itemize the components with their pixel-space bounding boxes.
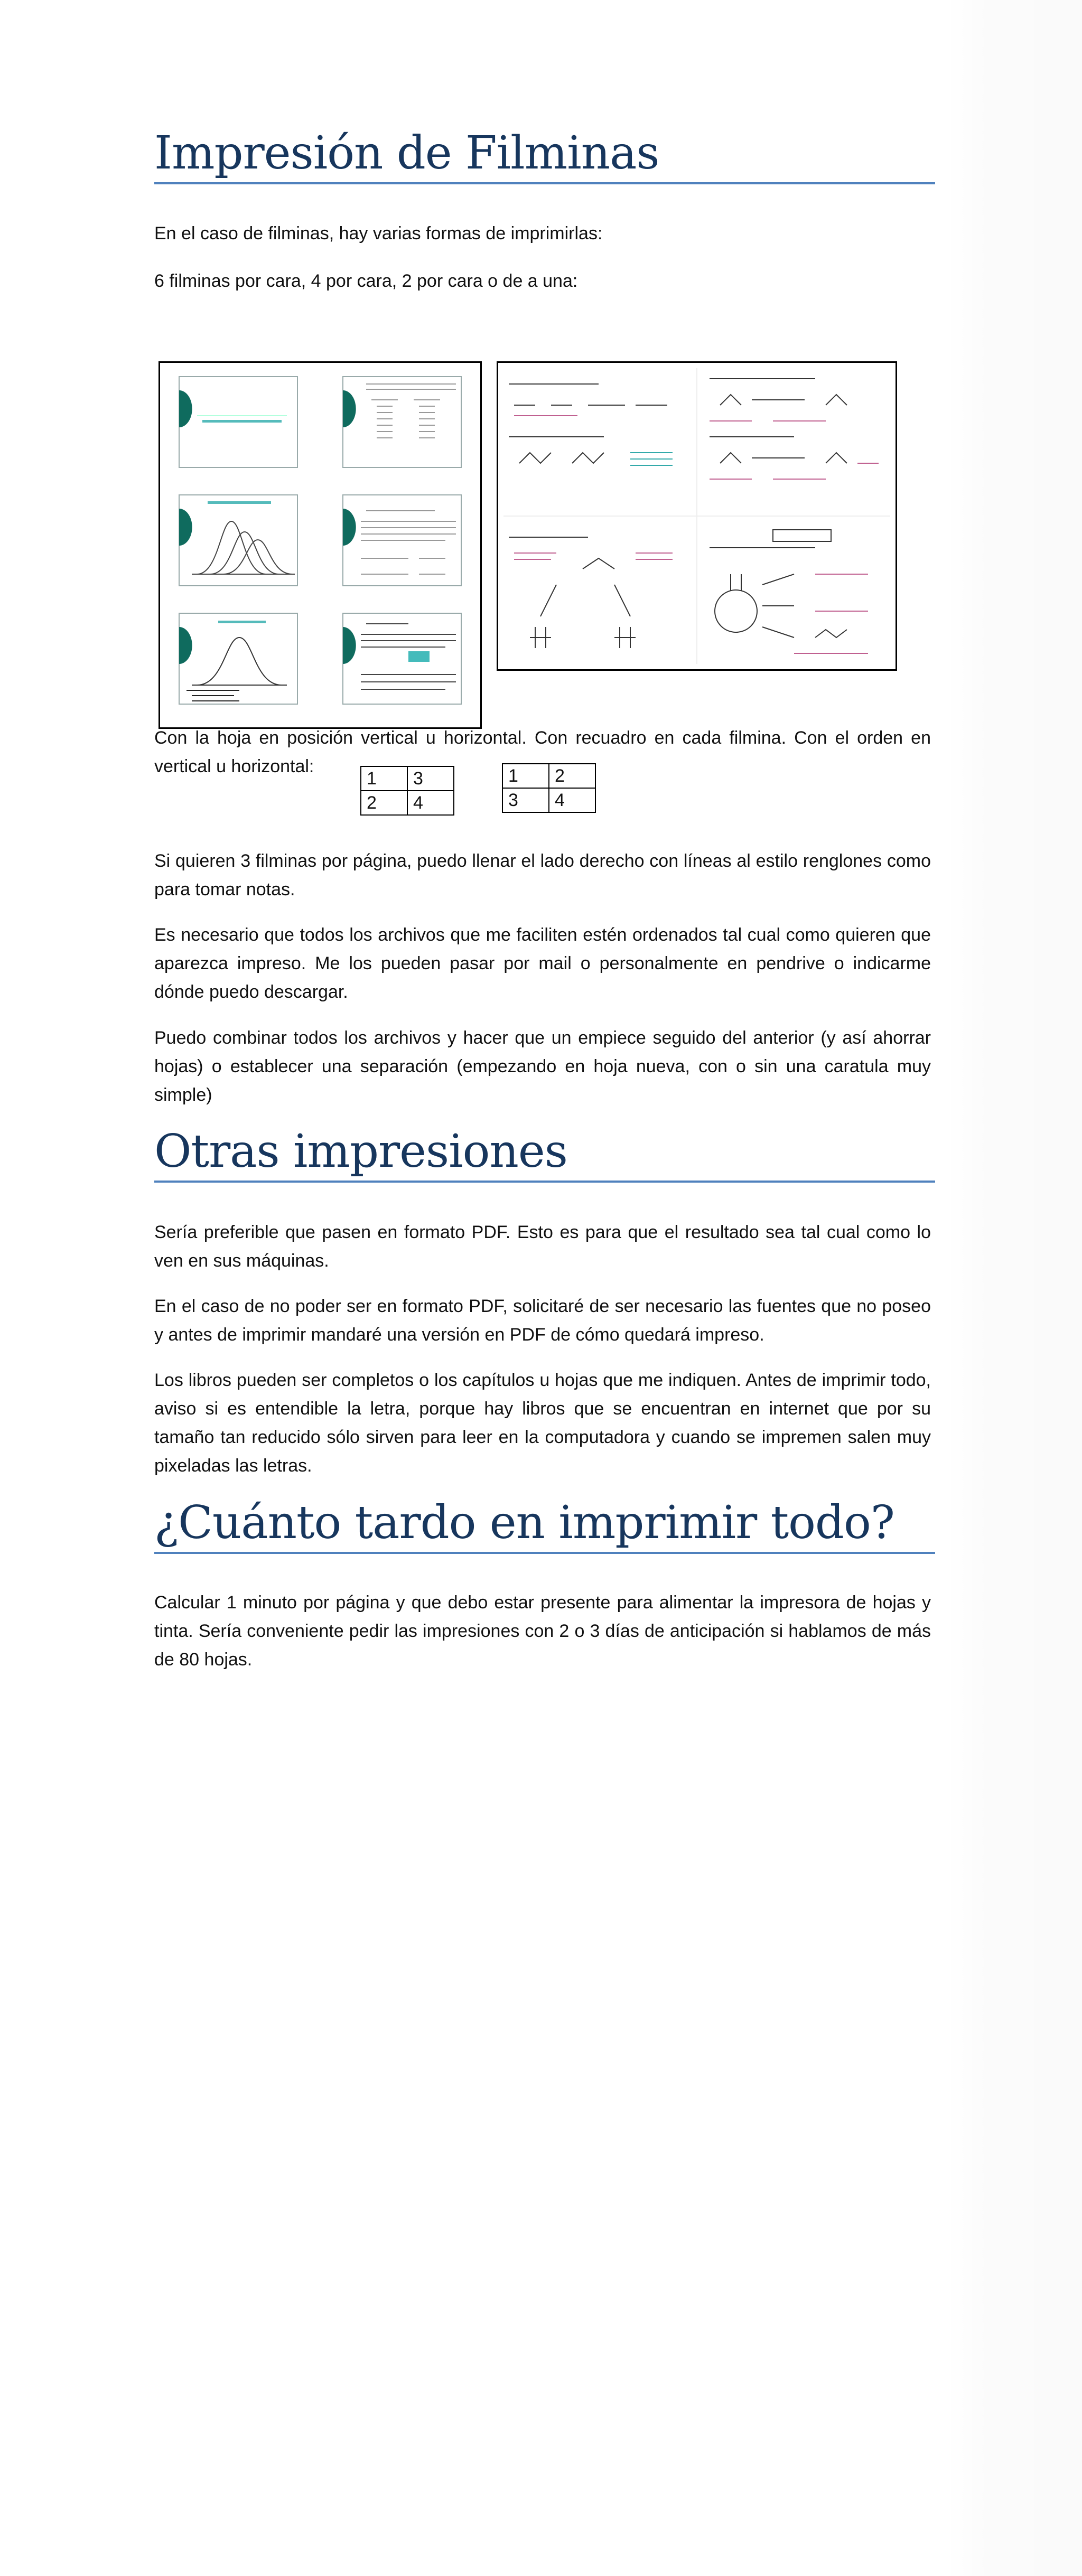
paragraph-combine-files: Puedo combinar todos los archivos y hacer que un empiece seguido del anterior (y así ahorrar hojas) o establecer una separación (empezando en hoja nueva, con o sin una caratula muy simple)	[154, 1028, 931, 1105]
paragraph-books: Los libros pueden ser completos o los capítulos u hojas que me indiquen. Antes de imprimir todo, aviso si es entendible la letra, porque hay libros que se encuentran en internet que por su tamaño tan reducido sólo sirven para leer en la computadora y cuando se impremen salen muy pixeladas las letras.	[154, 1370, 931, 1476]
paragraph-non-pdf: En el caso de no poder ser en formato PDF, solicitaré de ser necesario las fuentes que no poseo y antes de imprimir mandaré una versión en PDF de cómo quedará impreso.	[154, 1296, 931, 1345]
two-per-page-example	[497, 361, 897, 671]
table-cell: 1	[502, 764, 549, 788]
six-per-page-illustration	[160, 363, 480, 727]
paragraph-pdf-format: Sería preferible que pasen en formato PDF. Esto es para que el resultado sea tal cual como lo ven en sus máquinas.	[154, 1222, 931, 1271]
table-cell: 2	[361, 791, 407, 815]
table-row	[361, 791, 454, 815]
page-edge	[946, 0, 1082, 2576]
paragraph-intro: En el caso de filminas, hay varias formas de imprimirlas:	[154, 223, 603, 243]
table-cell: 3	[502, 788, 549, 812]
table-cell: 4	[549, 788, 595, 812]
table-row	[361, 766, 454, 791]
paragraph-three-per-page: Si quieren 3 filminas por página, puedo llenar el lado derecho con líneas al estilo renglones como para tomar notas.	[154, 851, 931, 900]
table-row	[502, 764, 595, 788]
table-cell: 1	[361, 766, 407, 791]
order-vertical-table	[360, 766, 454, 816]
paragraph-file-order: Es necesario que todos los archivos que me faciliten estén ordenados tal cual como quieren que aparezca impreso. Me los pueden pasar por mail o personalmente en pendrive o indicarme dónde puedo descargar.	[154, 925, 931, 1002]
table-row	[502, 788, 595, 812]
two-per-page-illustration	[498, 363, 896, 669]
order-horizontal-table	[502, 763, 596, 813]
paragraph-time-estimate: Calcular 1 minuto por página y que debo estar presente para alimentar la impresora de hojas y tinta. Sería conveniente pedir las impresiones con 2 o 3 días de anticipación si hablamos de más de 80 hojas.	[154, 1593, 931, 1670]
table-cell: 4	[407, 791, 454, 815]
paragraph-orientation: Con la hoja en posición vertical u horizontal. Con recuadro en cada filmina. Con el orden en vertical u horizontal:	[154, 728, 931, 776]
table-cell: 2	[549, 764, 595, 788]
section-title-impresion-filminas: Impresión de Filminas	[154, 129, 935, 184]
section-title-cuanto-tardo: ¿Cuánto tardo en imprimir todo?	[154, 1499, 935, 1554]
section-title-otras-impresiones: Otras impresiones	[154, 1128, 935, 1183]
table-cell: 3	[407, 766, 454, 791]
paragraph-layout-options: 6 filminas por cara, 4 por cara, 2 por cara o de a una:	[154, 271, 578, 291]
six-per-page-example	[158, 361, 482, 729]
